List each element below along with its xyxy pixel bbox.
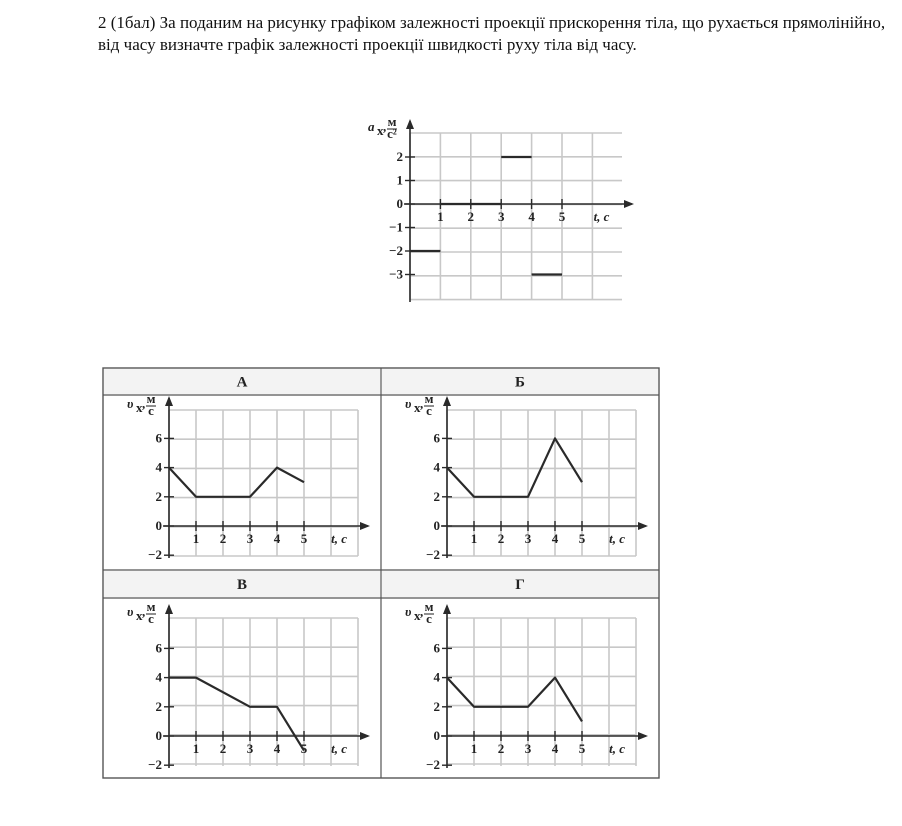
option-G-x-arrow [638,732,648,740]
y-tick-label: −3 [389,266,403,282]
x-tick-label: 3 [524,531,532,546]
y-label-unit-denominator: с [148,611,154,626]
y-label-symbol: υ [405,396,412,411]
y-label-unit-numerator: м [146,391,156,406]
option-B-x-arrow [638,522,648,530]
option-G-chart-group [405,599,648,772]
option-B-data-line [447,438,582,496]
y-tick-label: 0 [155,518,162,533]
y-tick-label: 4 [155,459,162,475]
y-label-unit-numerator: м [424,599,434,614]
y-label-unit-numerator: м [387,114,397,129]
x-tick-label: 4 [551,741,559,756]
y-tick-label: 2 [396,149,403,164]
option-G-y-axis-label [405,599,434,626]
y-tick-label: 0 [396,196,403,211]
y-tick-label: 4 [433,459,440,475]
y-tick-label: 2 [155,488,162,504]
option-B-y-axis-label [405,391,434,418]
y-tick-label: 0 [433,728,440,743]
x-tick-label: 2 [219,531,227,546]
y-label-unit-numerator: м [146,599,156,614]
y-tick-label: 2 [155,698,162,714]
option-A-chart-group [127,391,370,562]
x-tick-label: 3 [524,741,532,756]
option-V-x-axis-label: t, c [331,741,348,756]
y-tick-label: 1 [396,172,403,188]
x-tick-label: 5 [558,209,566,224]
x-tick-label: 5 [578,531,586,546]
x-tick-label: 4 [273,531,281,546]
y-label-comma: , [420,604,424,619]
x-tick-label: 1 [470,741,478,756]
option-title-V: В [236,577,248,593]
option-A-y-arrow [165,396,173,406]
y-tick-label: 0 [155,728,162,743]
option-A-x-axis-label: t, c [331,531,348,546]
x-tick-label: 3 [246,741,254,756]
x-tick-label: 4 [273,741,281,756]
option-A-x-arrow [360,522,370,530]
y-label-subscript: x [136,608,143,623]
x-tick-label: 5 [300,741,308,756]
x-tick-label: 3 [246,531,254,546]
y-tick-label: −2 [426,547,440,563]
y-label-comma: , [383,119,387,134]
y-label-unit-denominator: с² [387,126,397,141]
y-label-symbol: a [368,119,375,134]
x-tick-label: 1 [192,531,200,546]
x-tick-label: 4 [528,209,535,224]
option-V-chart-group [127,599,370,772]
y-label-comma: , [142,396,146,411]
option-title-B: Б [515,374,525,391]
option-V-y-arrow [165,604,173,614]
y-tick-label: 6 [433,640,440,656]
x-tick-label: 4 [551,531,559,546]
option-B-y-arrow [443,396,451,406]
y-tick-label: 6 [433,430,440,446]
x-tick-label: 3 [497,209,505,224]
option-V-x-arrow [360,732,370,740]
y-tick-label: 2 [433,488,440,504]
question-text: 2 (1бал) За поданим на рисунку графіком залежності проекції прискорення тіла, що рухається прямолінійно, від часу визначте графік залежності проекції швидкості руху тіла від часу. [98,13,886,54]
x-tick-label: 1 [437,209,444,224]
option-G-x-axis-label: t, c [609,741,626,756]
y-tick-label: 2 [433,698,440,714]
y-label-symbol: υ [127,396,134,411]
y-tick-label: 4 [433,669,440,685]
y-tick-label: 6 [155,430,162,446]
x-tick-label: 2 [497,741,505,756]
y-label-unit-denominator: с [426,403,432,418]
option-A-y-axis-label [127,391,156,418]
y-label-comma: , [420,396,424,411]
x-tick-label: 5 [578,741,586,756]
y-label-subscript: x [136,400,143,415]
y-label-unit-denominator: с [148,403,154,418]
x-tick-label: 5 [300,531,308,546]
y-label-subscript: x [377,123,384,138]
acceleration-x-axis-label: t, c [593,209,610,224]
y-tick-label: −1 [389,219,403,235]
x-tick-label: 1 [192,741,200,756]
y-tick-label: −2 [148,547,162,563]
y-label-comma: , [142,604,146,619]
option-G-data-line [447,678,582,722]
y-label-unit-numerator: м [424,391,434,406]
y-label-subscript: x [414,608,421,623]
y-tick-label: 4 [155,669,162,685]
x-tick-label: 2 [467,209,475,224]
option-B-chart-group [405,391,648,562]
x-tick-label: 2 [497,531,505,546]
y-tick-label: 6 [155,640,162,656]
y-tick-label: 0 [433,518,440,533]
option-title-G: Г [515,577,525,593]
option-V-y-axis-label [127,599,156,626]
y-label-symbol: υ [127,604,134,619]
y-label-unit-denominator: с [426,611,432,626]
option-G-y-arrow [443,604,451,614]
x-tick-label: 1 [470,531,478,546]
y-tick-label: −2 [389,243,403,258]
y-label-subscript: x [414,400,421,415]
options-table-frame [103,368,659,778]
option-title-A: А [236,374,248,391]
y-label-symbol: υ [405,604,412,619]
option-B-x-axis-label: t, c [609,531,626,546]
option-V-data-line [169,678,304,751]
y-tick-label: −2 [426,757,440,773]
x-tick-label: 2 [219,741,227,756]
option-A-data-line [169,468,304,497]
y-tick-label: −2 [148,757,162,773]
